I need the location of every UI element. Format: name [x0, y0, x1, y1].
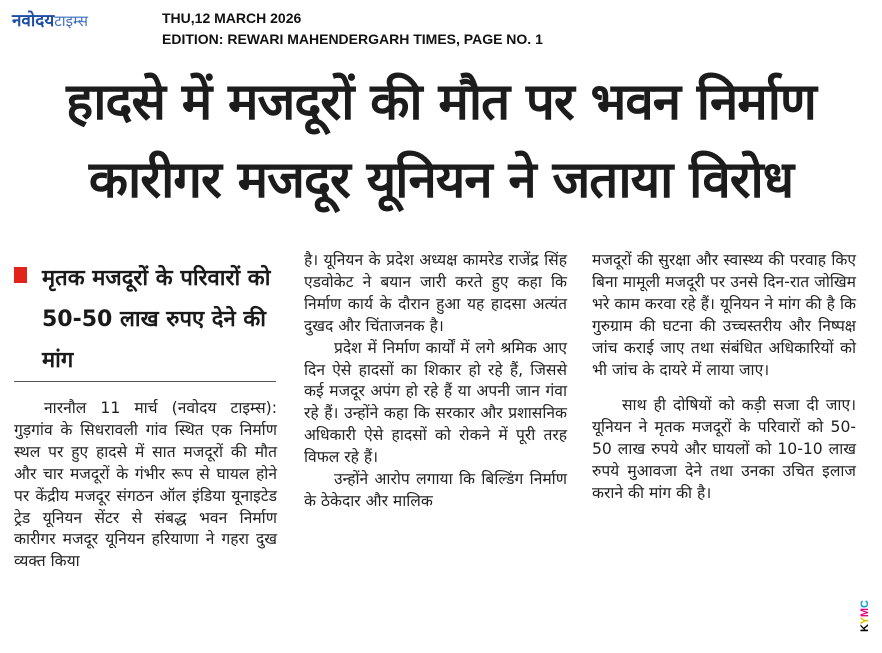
red-square-bullet-icon [14, 267, 27, 283]
cmyk-c: C [859, 600, 871, 608]
cmyk-print-marks [860, 600, 870, 644]
article-column-1 [14, 398, 277, 573]
subheadline-divider [14, 381, 276, 382]
edition-name: EDITION: REWARI MAHENDERGARH TIMES, PAGE NO. 1 [162, 31, 543, 47]
headline-line-2: कारीगर मजदूर यूनियन ने जताया विरोध [88, 151, 794, 210]
edition-date: THU,12 MARCH 2026 [162, 10, 302, 26]
article-paragraph: प्रदेश में निर्माण कार्यों में लगे श्रमिक आए दिन ऐसे हादसों का शिकार हो रहे हैं, जिससे कई मजदूर अपंग हो रहे हैं या अपनी जान गंवा रहे हैं। उन्होंने कहा कि सरकार और प्रशासनिक अधिकारी ऐसे हादसों को रोकने में पूरी तरह विफल रहे हैं। [304, 338, 567, 467]
article-paragraph: उन्होंने आरोप लगाया कि बिल्डिंग निर्माण के ठेकेदार और मालिक [304, 470, 567, 510]
cmyk-m: M [859, 607, 871, 618]
article-column-3 [592, 250, 856, 505]
subheadline: मृतक मजदूरों के परिवारों को 50-50 लाख रुपए देने की मांग [42, 266, 271, 373]
cmyk-k: K [859, 624, 871, 633]
logo-main: नवोदय [12, 11, 55, 31]
article-paragraph: नारनौल 11 मार्च (नवोदय टाइम्स): गुड़गांव के सिधरावली गांव स्थित एक निर्माण स्थल पर हुए हादसे में सात मजदूरों की मौत और चार मजदूरों के गंभीर रूप से घायल होने पर केंद्रीय मजदूर संगठन ऑल इंडिया यूनाइटेड ट्रेड यूनियन सेंटर से संबद्ध भवन निर्माण कारीगर मजदूर यूनियन हरियाणा ने गहरा दुख व्यक्त किया [14, 399, 277, 571]
cmyk-y: Y [859, 617, 871, 625]
logo-sub: टाइम्स [54, 12, 89, 30]
newspaper-logo[interactable] [12, 8, 88, 31]
article-paragraph: मजदूरों की सुरक्षा और स्वास्थ्य की परवाह किए बिना मामूली मजदूरी पर उनसे दिन-रात जोखिम भरे काम करवा रहे हैं। यूनियन ने मांग की है कि गुरुग्राम की घटना की उच्चस्तरीय और निष्पक्ष जांच कराई जाए तथा संबंधित अधिकारियों को भी जांच के दायरे में लाया जाए। [592, 251, 856, 379]
article-column-2 [304, 250, 567, 513]
masthead-bar [0, 0, 882, 58]
article-paragraph: है। यूनियन के प्रदेश अध्यक्ष कामरेड राजेंद्र सिंह एडवोकेट ने बयान जारी करते हुए कहा कि निर्माण कार्य के दौरान हुआ यह हादसा अत्यंत दुखद और चिंताजनक है। [304, 251, 567, 335]
headline-line-1: हादसे में मजदूरों की मौत पर भवन निर्माण [66, 73, 816, 132]
edition-info [162, 8, 543, 50]
article-paragraph: साथ ही दोषियों को कड़ी सजा दी जाए। यूनियन ने मृतक मजदूरों के परिवारों को 50-50 लाख रुपये और घायलों को 10-10 लाख रुपये मुआवजा देने तथा उनका उचित इलाज कराने की मांग की है। [592, 396, 856, 503]
